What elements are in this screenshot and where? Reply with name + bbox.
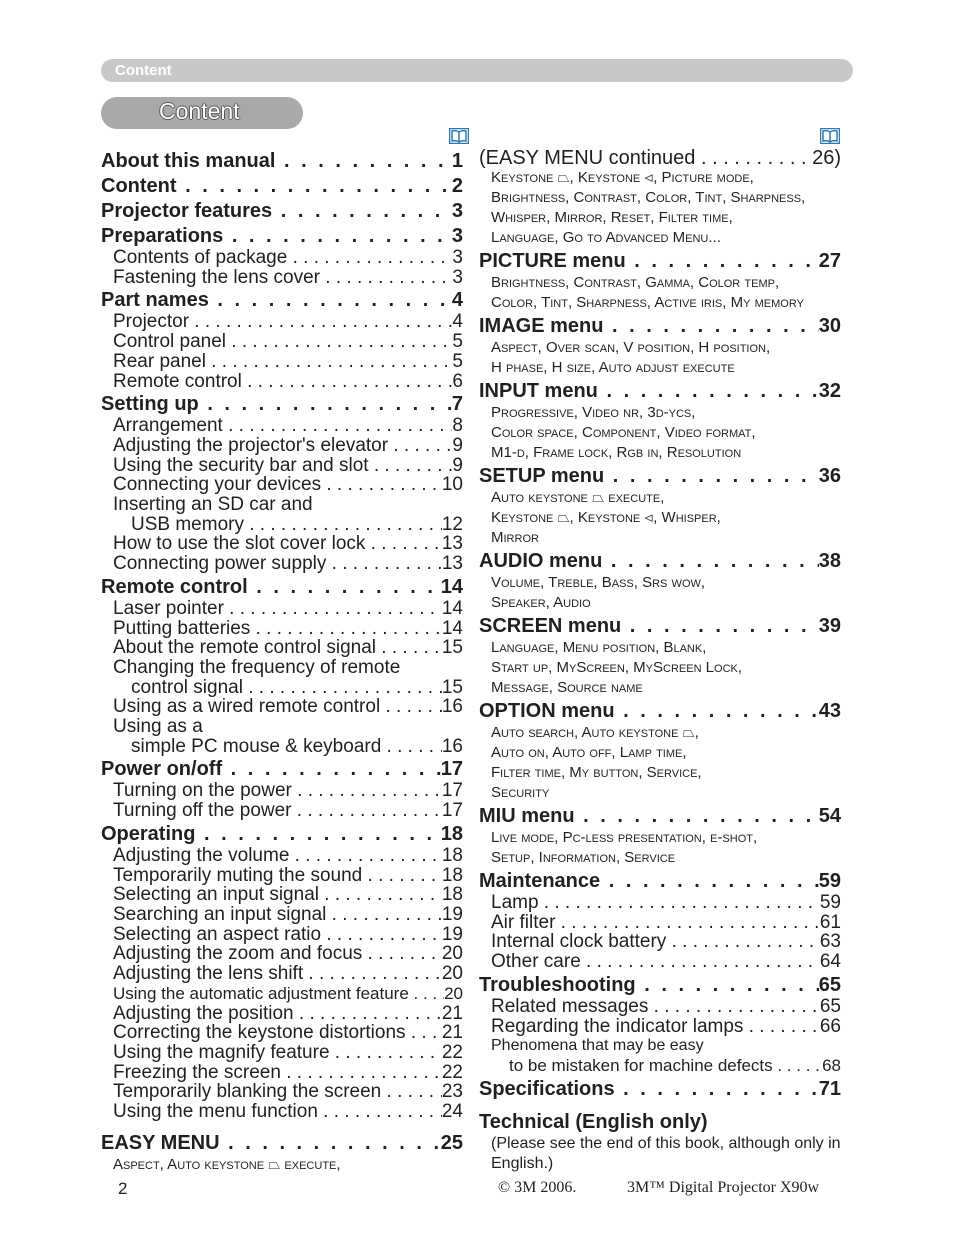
toc-entry[interactable] [479, 443, 841, 463]
toc-entry[interactable] [479, 273, 841, 293]
toc-entry-title: Turning on the power [113, 781, 292, 802]
toc-page-number: 36 [818, 465, 841, 487]
product-name: 3M™ Digital Projector X90w [627, 1179, 820, 1196]
toc-entry-title: How to use the slot cover lock [113, 534, 366, 555]
toc-entry-title: Troubleshooting [479, 973, 636, 996]
toc-entry-title: Aspect, Auto keystone ⏢ execute, [113, 1155, 341, 1173]
toc-entry-title: Remote control [113, 371, 242, 392]
toc-entry-title: Contents of package [113, 248, 288, 268]
toc-page-number: 9 [452, 434, 463, 456]
toc-page-number: 54 [818, 805, 841, 827]
toc-entry-title: About this manual [101, 150, 276, 172]
toc-page-number: 63 [819, 931, 841, 953]
toc-page-number: 8 [452, 415, 463, 437]
toc-page-number: 3 [452, 247, 463, 268]
toc-entry-title: Other care [491, 952, 581, 972]
toc-page-number: 22 [441, 1041, 463, 1063]
toc-entry[interactable] [101, 268, 463, 288]
toc-entry[interactable] [101, 737, 463, 757]
toc-entry-title: Lamp [491, 893, 539, 913]
toc-page-number: 15 [441, 637, 463, 659]
toc-entry-title: PICTURE menu [479, 250, 626, 272]
toc-page-number: 19 [441, 923, 463, 945]
toc-page-number: 5 [452, 331, 463, 353]
toc-entry-title: USB memory [131, 514, 244, 535]
toc-entry-title: Arrangement [113, 416, 223, 436]
toc-entry[interactable] [101, 638, 463, 658]
toc-entry-title: SCREEN menu [479, 615, 622, 637]
toc-heading[interactable] [479, 700, 841, 723]
toc-entry[interactable] [479, 932, 841, 952]
toc-entry[interactable] [479, 1056, 841, 1076]
toc-heading[interactable] [101, 1132, 463, 1155]
toc-entry-title: Security [491, 784, 550, 801]
toc-page-number: 14 [441, 597, 463, 619]
toc-page-number: 2 [451, 175, 463, 197]
toc-page-number: 4 [452, 311, 463, 333]
toc-entry[interactable] [479, 423, 841, 443]
toc-page-number: 15 [441, 676, 463, 698]
toc-heading[interactable] [479, 974, 841, 997]
toc-heading[interactable] [101, 289, 463, 312]
toc-page-number: 59 [818, 870, 841, 892]
toc-page-number: 19 [441, 903, 463, 925]
toc-page-number: 61 [819, 911, 841, 933]
toc-entry-title: OPTION menu [479, 700, 615, 722]
toc-page-number: 14 [441, 617, 463, 639]
toc-entry[interactable] [479, 743, 841, 763]
toc-entry-title: Language, Go to Advanced Menu... [491, 229, 721, 246]
toc-entry-title: Color space, Component, Video format, [491, 424, 756, 441]
toc-entry-title: M1-d, Frame lock, Rgb in, Resolution [491, 444, 742, 461]
toc-page-number: 59 [819, 892, 841, 913]
toc-entry-title: Inserting an SD car and [113, 494, 313, 516]
toc-entry[interactable] [101, 1063, 463, 1083]
toc-heading[interactable] [479, 1111, 841, 1134]
toc-heading[interactable] [479, 550, 841, 573]
toc-entry-title: Auto on, Auto off, Lamp time, [491, 744, 687, 761]
toc-heading[interactable] [101, 175, 463, 198]
toc-left-column [101, 148, 463, 1175]
toc-entry-title: Connecting power supply [113, 554, 327, 574]
toc-entry-title: Adjusting the projector's elevator [113, 435, 389, 456]
toc-entry-title: Using the security bar and slot [113, 455, 369, 476]
toc-page-number: 20 [441, 963, 463, 985]
toc-entry[interactable] [479, 508, 841, 528]
toc-entry[interactable] [479, 528, 841, 548]
toc-entry[interactable] [479, 293, 841, 313]
toc-page-number: 18 [441, 844, 463, 866]
toc-entry-title: Setup, Information, Service [491, 849, 676, 866]
toc-entry-title: Phenomena that may be easy [491, 1037, 704, 1055]
toc-entry[interactable] [101, 717, 463, 737]
toc-entry[interactable] [479, 1017, 841, 1037]
header-bar-label: Content [115, 62, 172, 79]
toc-heading[interactable] [101, 576, 463, 599]
toc-entry[interactable] [479, 338, 841, 358]
toc-entry[interactable] [101, 1155, 463, 1175]
toc-page-number: 1 [451, 150, 463, 172]
toc-entry-title: Mirror [491, 529, 539, 546]
toc-entry-title: Aspect, Over scan, V position, H position, [491, 339, 771, 356]
toc-entry-title: MIU menu [479, 805, 575, 827]
toc-heading[interactable] [479, 465, 841, 488]
toc-entry[interactable] [101, 534, 463, 554]
toc-page-number: 18 [441, 864, 463, 886]
toc-heading[interactable] [101, 225, 463, 248]
toc-page-number: 13 [441, 553, 463, 575]
toc-entry[interactable] [101, 436, 463, 456]
toc-heading[interactable] [479, 1078, 841, 1101]
toc-entry[interactable] [101, 905, 463, 925]
book-icon [449, 128, 469, 144]
toc-entry-title: Keystone ⏢, Keystone ⊲, Picture mode, [491, 169, 754, 186]
toc-page-number: 20 [444, 983, 463, 1003]
toc-entry[interactable] [101, 678, 463, 698]
toc-entry[interactable] [101, 456, 463, 476]
toc-entry-title: Connecting your devices [113, 475, 322, 496]
book-icon [820, 128, 840, 144]
toc-entry-title: Part names [101, 289, 209, 312]
toc-page-number: 9 [452, 454, 463, 476]
toc-entry-title: Message, Source name [491, 679, 643, 696]
toc-entry-title: Remote control [101, 575, 248, 598]
toc-entry[interactable] [101, 866, 463, 886]
toc-entry-title: Auto search, Auto keystone ⏢, [491, 724, 699, 741]
toc-entry[interactable] [479, 228, 841, 248]
toc-entry-title: EASY MENU [101, 1131, 220, 1154]
toc-entry-title: (EASY MENU continued [479, 148, 696, 168]
toc-page-number: 14 [440, 575, 463, 598]
toc-entry[interactable] [101, 1004, 463, 1024]
section-title-pill [101, 97, 303, 129]
toc-entry[interactable] [101, 925, 463, 945]
toc-page-number: 3 [451, 225, 463, 247]
toc-entry[interactable] [101, 416, 463, 436]
toc-entry[interactable] [479, 848, 841, 868]
toc-entry[interactable] [479, 893, 841, 913]
toc-entry[interactable] [101, 984, 463, 1004]
toc-entry-title: Related messages [491, 996, 649, 1017]
toc-entry-title: Content [101, 175, 177, 197]
toc-entry-title: Putting batteries [113, 618, 251, 639]
toc-page-number: 17 [440, 758, 463, 781]
toc-entry-title: Volume, Treble, Bass, Srs wow, [491, 574, 706, 591]
toc-page-number: 17 [441, 780, 463, 802]
toc-page-number: 65 [819, 995, 841, 1017]
toc-entry-title: Rear panel [113, 351, 206, 372]
toc-entry[interactable] [479, 1036, 841, 1056]
toc-entry-title: Regarding the indicator lamps [491, 1016, 744, 1037]
toc-entry-title: simple PC mouse & keyboard [131, 736, 382, 757]
toc-entry-title: Using the magnify feature [113, 1042, 330, 1063]
toc-entry-title: Selecting an input signal [113, 885, 319, 905]
toc-entry[interactable] [479, 783, 841, 803]
toc-page-number: 21 [441, 1002, 463, 1024]
toc-entry-title: Selecting an aspect ratio [113, 924, 322, 945]
toc-entry-title: Color, Tint, Sharpness, Active iris, My memory [491, 294, 804, 311]
toc-heading[interactable] [101, 393, 463, 416]
toc-entry[interactable] [479, 168, 841, 188]
toc-entry[interactable] [479, 208, 841, 228]
toc-entry-title: Using as a wired remote control [113, 697, 381, 718]
toc-page-number: 23 [441, 1081, 463, 1103]
toc-entry-title: Start up, MyScreen, MyScreen Lock, [491, 659, 743, 676]
toc-page-number: 20 [441, 943, 463, 965]
toc-entry[interactable] [479, 763, 841, 783]
toc-page-number: 18 [441, 884, 463, 906]
toc-entry-title: Brightness, Contrast, Gamma, Color temp, [491, 274, 780, 291]
toc-entry-title: Laser pointer [113, 598, 224, 619]
toc-entry[interactable] [101, 312, 463, 332]
toc-entry-title: Maintenance [479, 870, 601, 892]
toc-entry-title: Setting up [101, 393, 199, 416]
toc-page-number: 22 [441, 1061, 463, 1083]
toc-heading[interactable] [101, 823, 463, 846]
toc-entry-title: Control panel [113, 332, 227, 352]
toc-entry-title: Filter time, My button, Service, [491, 764, 702, 781]
toc-entry[interactable] [479, 148, 841, 168]
toc-entry-title: AUDIO menu [479, 550, 603, 572]
toc-entry-title: Correcting the keystone distortions [113, 1023, 406, 1043]
toc-entry-title: H phase, H size, Auto adjust execute [491, 359, 735, 376]
toc-heading[interactable] [479, 380, 841, 403]
toc-entry[interactable] [479, 188, 841, 208]
page-title: Content [159, 98, 240, 124]
toc-page-number: 4 [451, 289, 463, 312]
toc-entry-title: Changing the frequency of remote [113, 656, 401, 678]
toc-entry[interactable] [101, 619, 463, 639]
toc-entry-title: IMAGE menu [479, 315, 604, 337]
toc-page-number: 16 [441, 696, 463, 718]
toc-entry[interactable] [101, 554, 463, 574]
toc-entry[interactable] [479, 913, 841, 933]
toc-heading[interactable] [101, 200, 463, 223]
toc-page-number: 68 [822, 1056, 841, 1076]
toc-entry[interactable] [101, 599, 463, 619]
toc-page-number: 65 [818, 973, 841, 996]
toc-entry[interactable] [101, 781, 463, 801]
toc-entry[interactable] [479, 593, 841, 613]
toc-entry-title: About the remote control signal [113, 638, 376, 658]
toc-entry[interactable] [101, 944, 463, 964]
toc-entry-title: Using the automatic adjustment feature [113, 983, 409, 1003]
toc-entry-title: Freezing the screen [113, 1062, 281, 1083]
toc-entry-title: Language, Menu position, Blank, [491, 639, 707, 656]
toc-heading[interactable] [479, 870, 841, 893]
toc-page-number: 21 [441, 1022, 463, 1044]
toc-entry-title: Adjusting the volume [113, 845, 290, 866]
toc-page-number: 6 [452, 370, 463, 392]
toc-entry[interactable] [101, 801, 463, 821]
toc-page-number: 39 [818, 615, 841, 637]
toc-page-number: 27 [818, 250, 841, 272]
header-bar [101, 59, 853, 82]
toc-entry[interactable] [479, 723, 841, 743]
toc-page-number: 16 [441, 735, 463, 757]
toc-entry-title: Internal clock battery [491, 932, 667, 953]
toc-page-number: 66 [819, 1015, 841, 1037]
toc-entry[interactable] [101, 475, 463, 495]
toc-entry[interactable] [101, 1082, 463, 1102]
toc-entry[interactable] [479, 952, 841, 972]
toc-entry-title: Preparations [101, 225, 224, 247]
toc-entry[interactable] [101, 846, 463, 866]
toc-entry-title: Specifications [479, 1078, 615, 1101]
toc-entry-title: to be mistaken for machine defects [509, 1056, 773, 1076]
toc-entry-title: control signal [131, 677, 243, 698]
toc-entry-title: Air filter [491, 912, 556, 933]
toc-entry-title: (Please see the end of this book, although only in English.) [491, 1135, 841, 1173]
toc-entry[interactable] [479, 1134, 841, 1174]
toc-page-number: 3 [451, 200, 463, 222]
toc-page-number: 18 [440, 822, 463, 845]
toc-entry[interactable] [101, 352, 463, 372]
toc-entry[interactable] [479, 358, 841, 378]
toc-heading[interactable] [479, 615, 841, 638]
toc-entry-title: Searching an input signal [113, 904, 327, 925]
toc-page-number: 5 [452, 350, 463, 372]
toc-entry-title: Turning off the power [113, 801, 292, 821]
toc-entry[interactable] [101, 372, 463, 392]
toc-entry[interactable] [101, 248, 463, 268]
toc-page-number: 43 [818, 700, 841, 722]
toc-page-number: 3 [452, 266, 463, 288]
toc-entry-title: Adjusting the position [113, 1003, 294, 1024]
toc-entry-title: Using as a [113, 716, 203, 738]
toc-entry-title: Fastening the lens cover [113, 267, 321, 288]
toc-heading[interactable] [479, 315, 841, 338]
toc-entry-title: Projector [113, 312, 190, 333]
toc-entry-title: Auto keystone ⏢ execute, [491, 489, 665, 506]
toc-page-number: 32 [818, 380, 841, 402]
toc-entry-title: Brightness, Contrast, Color, Tint, Sharpness, [491, 189, 806, 206]
toc-entry-title: Temporarily blanking the screen [113, 1082, 382, 1103]
toc-entry[interactable] [101, 885, 463, 905]
toc-entry[interactable] [101, 697, 463, 717]
toc-entry[interactable] [479, 488, 841, 508]
toc-heading[interactable] [479, 250, 841, 273]
toc-entry-title: Power on/off [101, 758, 223, 781]
toc-page-number: 7 [451, 393, 463, 416]
toc-page-number: 71 [818, 1078, 841, 1101]
toc-entry[interactable] [101, 515, 463, 535]
toc-entry[interactable] [101, 658, 463, 678]
toc-right-column [479, 148, 841, 1174]
toc-entry[interactable] [479, 997, 841, 1017]
toc-entry[interactable] [479, 828, 841, 848]
toc-entry[interactable] [479, 638, 841, 658]
toc-entry[interactable] [479, 403, 841, 423]
toc-entry[interactable] [101, 332, 463, 352]
toc-entry-title: Live mode, Pc-less presentation, e-shot, [491, 829, 758, 846]
toc-page-number: 17 [441, 800, 463, 822]
toc-page-number: 10 [441, 474, 463, 496]
toc-page-number: 25 [440, 1131, 463, 1154]
toc-page-number: 30 [818, 315, 841, 337]
toc-entry-title: Technical (English only) [479, 1111, 708, 1134]
toc-entry[interactable] [101, 1023, 463, 1043]
toc-entry-title: Temporarily muting the sound [113, 865, 363, 886]
toc-page-number: 12 [441, 513, 463, 535]
toc-page-number: 13 [441, 533, 463, 555]
toc-entry-title: INPUT menu [479, 380, 598, 402]
toc-page-number: 64 [819, 951, 841, 973]
toc-entry-title: Using the menu function [113, 1102, 318, 1122]
toc-entry-title: Adjusting the lens shift [113, 964, 304, 984]
toc-entry-title: Progressive, Video nr, 3d-ycs, [491, 404, 696, 421]
toc-entry-title: Whisper, Mirror, Reset, Filter time, [491, 209, 733, 226]
copyright: © 3M 2006. [498, 1179, 577, 1196]
toc-entry[interactable] [101, 1043, 463, 1063]
toc-entry[interactable] [101, 1102, 463, 1122]
toc-entry-title: Adjusting the zoom and focus [113, 944, 363, 965]
toc-page-number: 26) [812, 147, 841, 169]
toc-entry-title: Speaker, Audio [491, 594, 591, 611]
toc-entry-title: Operating [101, 822, 196, 845]
toc-heading[interactable] [101, 150, 463, 173]
toc-entry-title: Projector features [101, 200, 273, 222]
toc-entry[interactable] [101, 495, 463, 515]
toc-page-number: 38 [818, 550, 841, 572]
toc-entry[interactable] [479, 658, 841, 678]
toc-page-number: 24 [441, 1101, 463, 1123]
toc-heading[interactable] [479, 805, 841, 828]
toc-entry[interactable] [479, 573, 841, 593]
toc-entry-title: SETUP menu [479, 465, 605, 487]
toc-heading[interactable] [101, 758, 463, 781]
toc-entry-title: Keystone ⏢, Keystone ⊲, Whisper, [491, 509, 721, 526]
page-number: 2 [118, 1179, 128, 1198]
toc-entry[interactable] [101, 964, 463, 984]
toc-entry[interactable] [479, 678, 841, 698]
